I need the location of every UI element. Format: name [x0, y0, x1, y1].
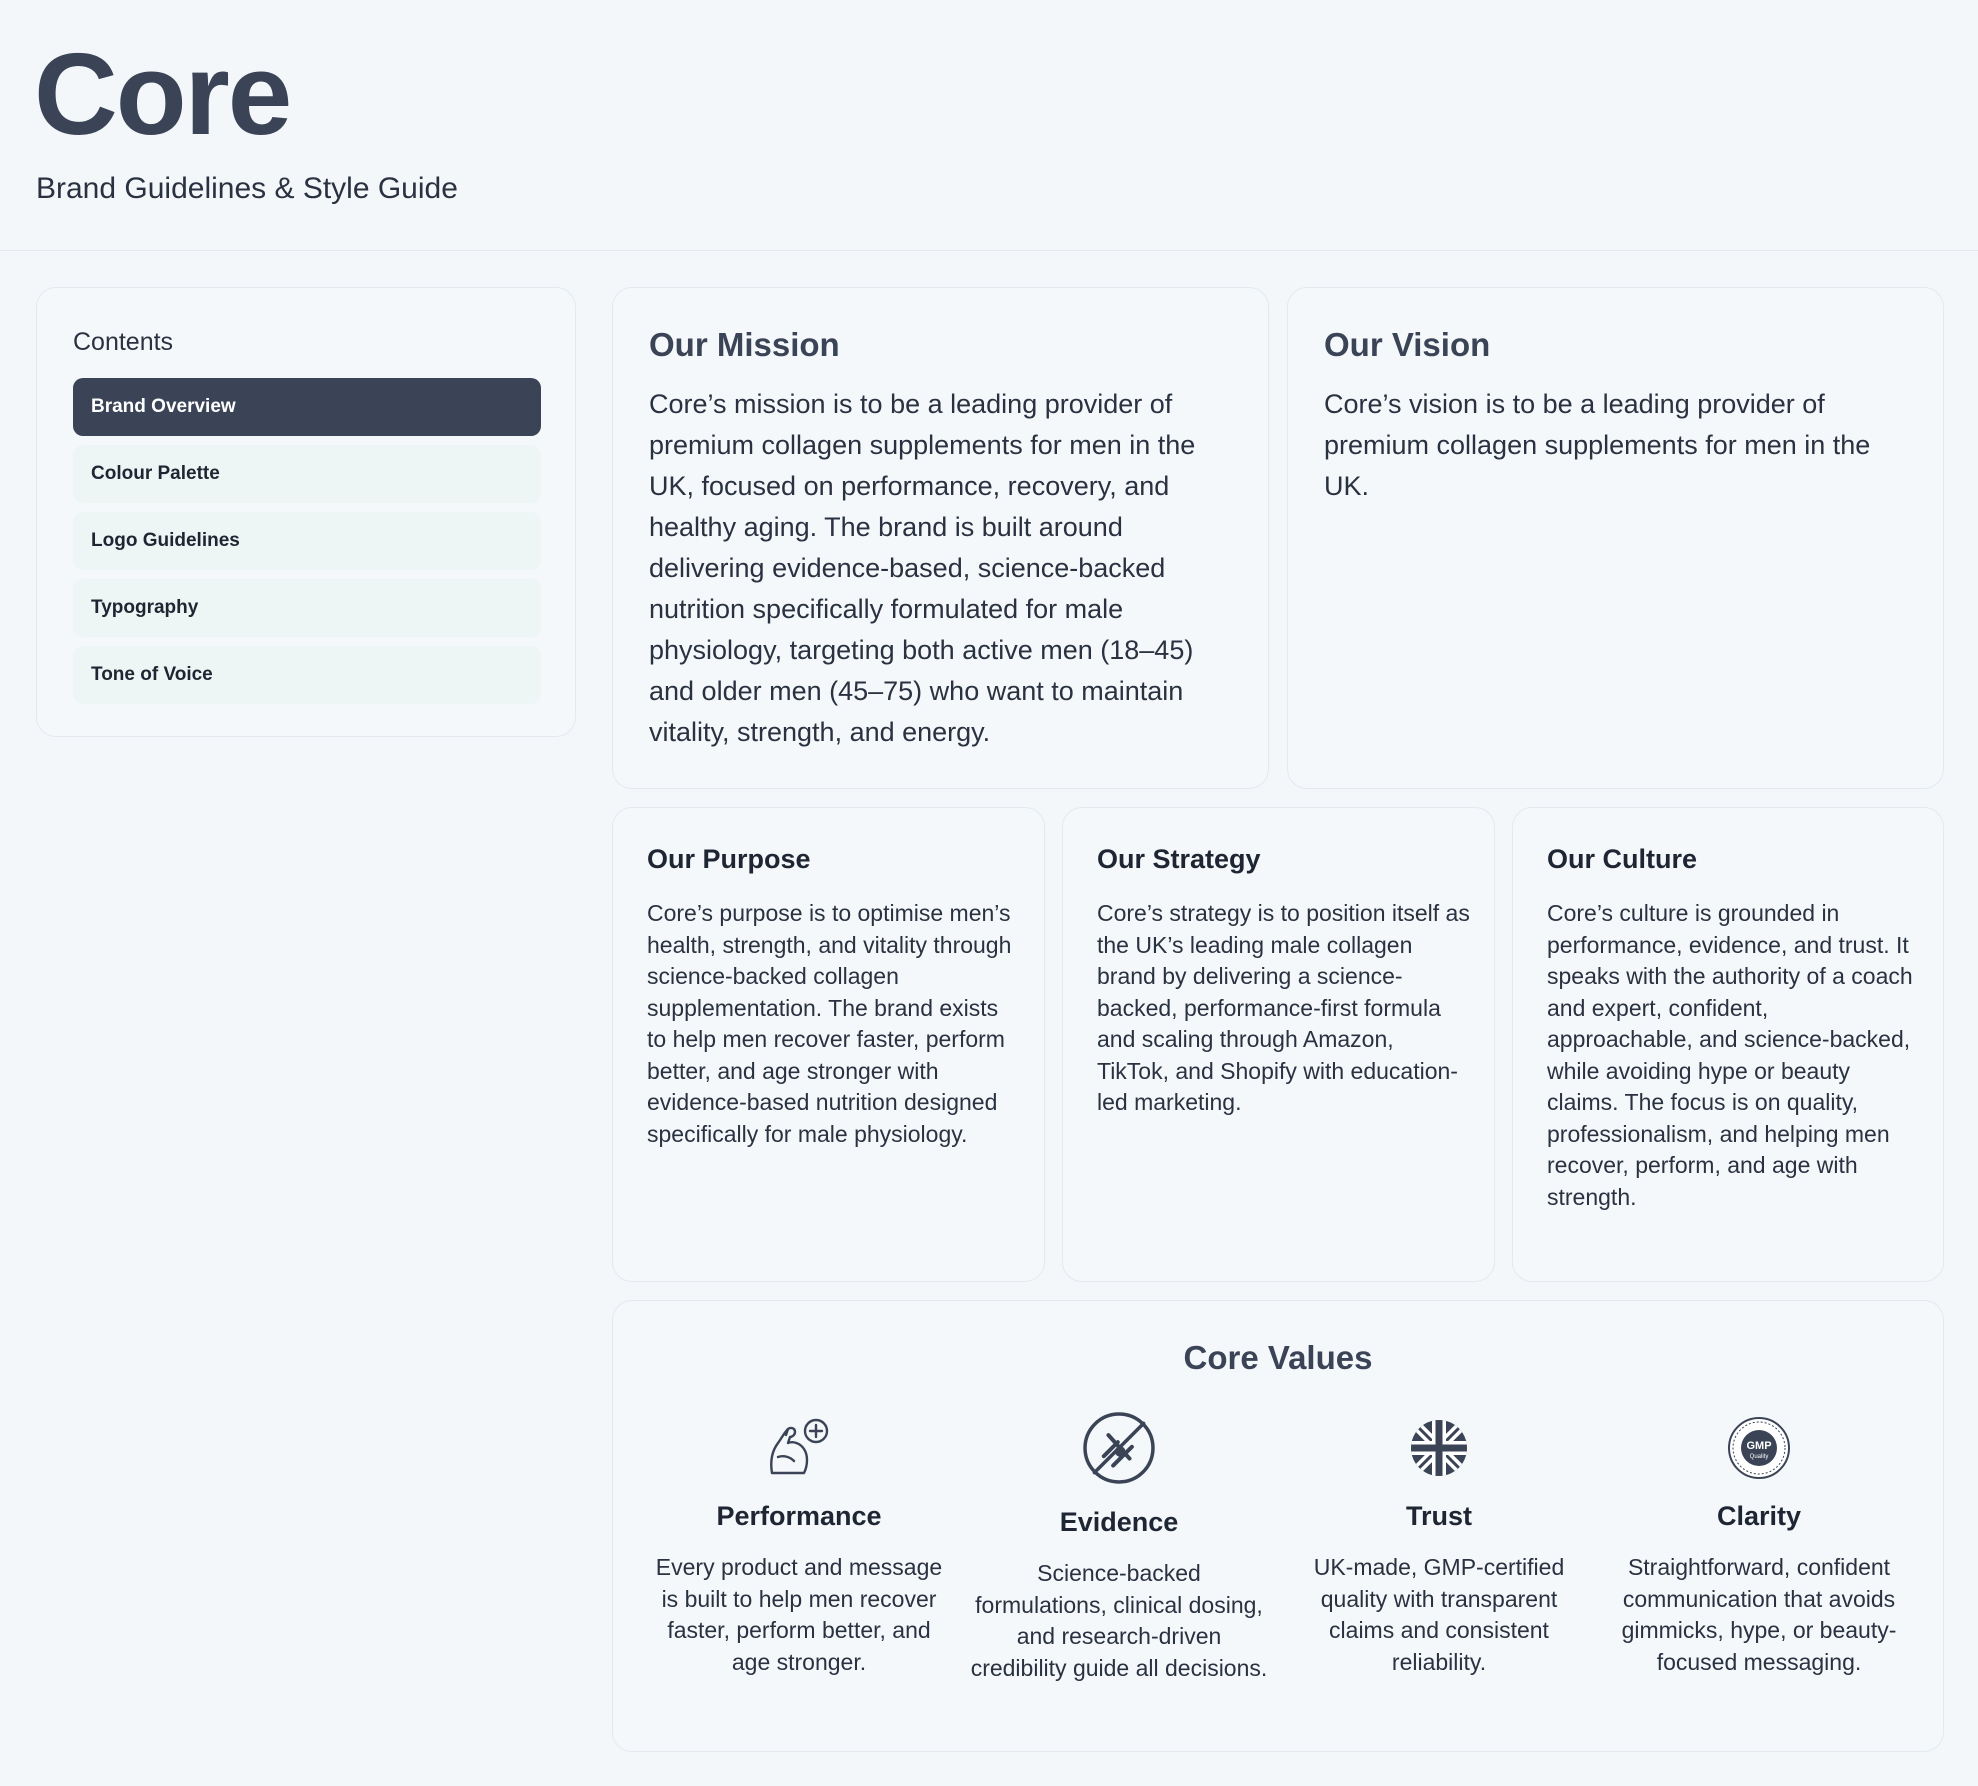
value-desc: UK-made, GMP-certified quality with transparent claims and consistent reliability. — [1313, 1554, 1565, 1675]
culture-card — [1512, 807, 1944, 1282]
vision-title: Our Vision — [1324, 326, 1491, 363]
brand-title: Core — [34, 29, 291, 159]
value-evidence — [969, 1413, 1269, 1684]
value-clarity — [1609, 1413, 1909, 1678]
gmp-badge-icon — [1724, 1413, 1794, 1483]
contents-nav — [73, 378, 541, 713]
vision-body: Core’s vision is to be a leading provider of premium collagen supplements for men in the UK. — [1324, 389, 1871, 501]
no-hype-icon — [1078, 1407, 1160, 1489]
contents-sidebar — [36, 287, 576, 737]
value-desc: Straightforward, confident communication that avoids gimmicks, hype, or beauty-focused messaging. — [1621, 1554, 1897, 1675]
mission-title: Our Mission — [649, 326, 840, 363]
nav-item-colour-palette[interactable]: Colour Palette — [73, 445, 541, 503]
core-values-title: Core Values — [1183, 1339, 1373, 1376]
page-header — [0, 0, 1978, 251]
sidebar-heading: Contents — [73, 328, 174, 356]
purpose-card — [612, 807, 1045, 1282]
gmp-badge-label: GMP — [1746, 1440, 1772, 1452]
nav-item-brand-overview[interactable]: Brand Overview — [73, 378, 541, 436]
value-name: Clarity — [1716, 1501, 1802, 1531]
value-name: Performance — [716, 1501, 882, 1531]
union-jack-icon — [1404, 1413, 1474, 1483]
value-desc: Every product and message is built to help men recover faster, perform better, and age stronger. — [655, 1554, 943, 1675]
core-values-card — [612, 1300, 1944, 1752]
culture-body: Core’s culture is grounded in performance, evidence, and trust. It speaks with the authority of a coach and expert, confident, approachable, and science-backed, while avoiding hype or beauty claims. The focus is on quality, professionalism, and helping men recover, perform, and age with strength. — [1547, 900, 1913, 1210]
value-name: Evidence — [1059, 1507, 1179, 1537]
purpose-title: Our Purpose — [647, 844, 811, 874]
gmp-badge-sublabel: Quality — [1749, 1454, 1769, 1460]
nav-item-typography[interactable]: Typography — [73, 579, 541, 637]
purpose-body: Core’s purpose is to optimise men’s health, strength, and vitality through science-backed collagen supplementation. The brand exists to help men recover faster, perform better, and age stronger with evidence-based nutrition designed specifically for male physiology. — [647, 900, 1012, 1147]
brand-subtitle: Brand Guidelines & Style Guide — [36, 172, 458, 205]
strategy-body: Core’s strategy is to position itself as the UK’s leading male collagen brand by delivering a science-backed, performance-first formula and scaling through Amazon, TikTok, and Shopify with education-led marketing. — [1097, 900, 1470, 1115]
strategy-title: Our Strategy — [1097, 844, 1261, 874]
value-trust — [1289, 1413, 1589, 1678]
flexed-arm-plus-icon — [764, 1413, 834, 1483]
strategy-card — [1062, 807, 1495, 1282]
value-desc: Science-backed formulations, clinical dosing, and research-driven credibility guide all decisions. — [970, 1560, 1268, 1681]
nav-item-tone-of-voice[interactable]: Tone of Voice — [73, 646, 541, 704]
value-performance — [649, 1413, 949, 1678]
mission-card — [612, 287, 1269, 789]
nav-item-logo-guidelines[interactable]: Logo Guidelines — [73, 512, 541, 570]
vision-card — [1287, 287, 1944, 789]
value-name: Trust — [1405, 1501, 1472, 1531]
mission-body: Core’s mission is to be a leading provider of premium collagen supplements for men in the UK, focused on performance, recovery, and healthy aging. The brand is built around delivering evidence-based, science-backed nutrition specifically formulated for male physiology, targeting both active men (18–45) and older men (45–75) who want to maintain vitality, strength, and energy. — [649, 389, 1196, 747]
culture-title: Our Culture — [1547, 844, 1698, 874]
